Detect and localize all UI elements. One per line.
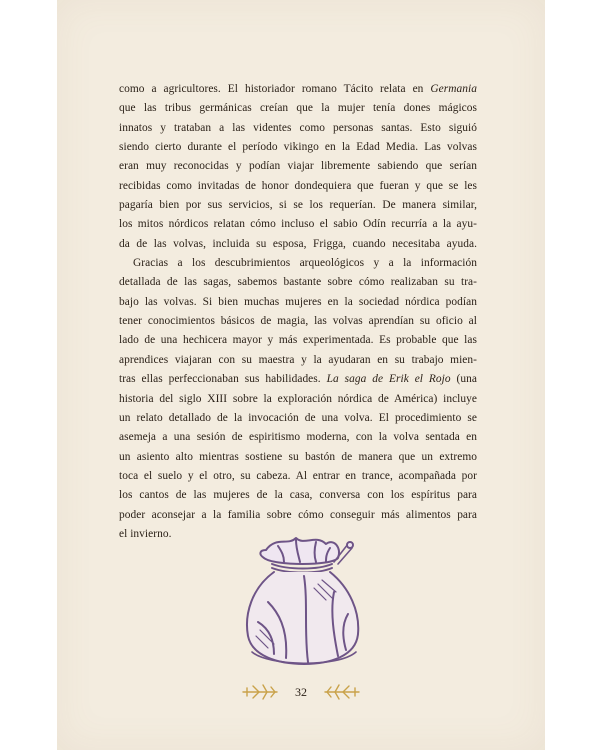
text-line: que las tribus germánicas creían que la mujer tenía dones mágicos [119,102,477,115]
text-line: tener conocimientos básicos de magia, las volvas aprendían su oficio al [119,315,477,328]
text-line: los cantos de las mujeres de la casa, conversa con los espíritus para [119,489,477,502]
text-line: detallada de las sagas, sabemos bastante sobre cómo realizaban su tra- [119,276,477,289]
left-ornament-icon [241,682,281,702]
body-text [119,80,477,544]
text-line: los mitos nórdicos relatan cómo incluso el sabio Odín recurría a la ayu- [119,218,477,231]
text-line: pagaría bien por sus servicios, si se los requerían. De manera similar, [119,199,477,212]
text-line: poder aconsejar a la familia sobre cómo conseguir más alimentos para [119,508,477,521]
book-page [57,0,545,750]
text-line: un asiento alto mientras sostiene su bastón de manera que un extremo [119,450,477,463]
text-line: aprendices viajaran con su maestra y la ayudaran en su trabajo mien- [119,353,477,366]
text-line: un relato detallado de la invocación de una volva. El procedimiento se [119,411,477,424]
pouch-icon [238,532,366,672]
text-line: lado de una hechicera mayor y más experimentada. Es probable que las [119,334,477,347]
page-footer [57,682,545,702]
text-line: como a agricultores. El historiador romano Tácito relata en Germania [119,83,477,95]
text-line: tras ellas perfeccionaban sus habilidades. La saga de Erik el Rojo (una [119,373,477,386]
text-line: siendo cierto durante el período vikingo en la Edad Media. Las volvas [119,141,477,154]
text-line: historia del siglo XIII sobre la exploración nórdica de América) incluye [119,392,477,405]
page-number: 32 [295,684,307,699]
text-line: da de las volvas, incluida su esposa, Frigga, cuando necesitaba ayuda. [119,237,477,250]
text-line: eran muy reconocidas y podían viajar libremente sabiendo que serían [119,160,477,173]
book-title-erik: La saga de Erik el Rojo [326,373,451,386]
book-title-germania: Germania [430,83,477,95]
text-line: Gracias a los descubrimientos arqueológicos y a la información [133,257,477,270]
text-line: innatos y trataban a las videntes como personas santas. Esto siguió [119,121,477,134]
text-line: bajo las volvas. Si bien muchas mujeres en la sociedad nórdica podían [119,295,477,308]
text-line: asemeja a una sesión de espiritismo moderna, con la volva sentada en [119,431,477,444]
text-line: toca el suelo y el otro, su cabeza. Al entrar en trance, acompañada por [119,469,477,482]
right-ornament-icon [321,682,361,702]
text-line: el invierno. [119,527,172,540]
text-line: recibidas como invitadas de honor dondequiera que fueran y que se les [119,179,477,192]
